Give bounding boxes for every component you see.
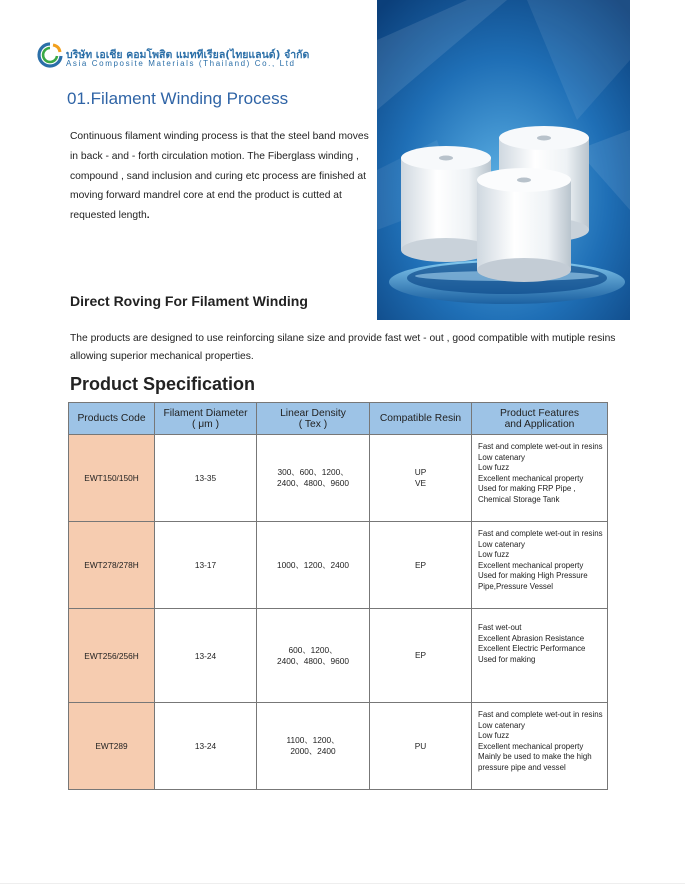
feature-item: Fast and complete wet-out in resins bbox=[478, 442, 603, 451]
page-bottom-divider bbox=[0, 883, 685, 884]
feature-item: Fast and complete wet-out in resins bbox=[478, 529, 603, 538]
filament-winding-title: 01.Filament Winding Process bbox=[67, 89, 289, 108]
feature-item: Excellent Electric Performance bbox=[478, 644, 586, 654]
compatible-resin-cell: EP bbox=[370, 609, 472, 703]
filament-diameter-cell: 13-35 bbox=[155, 435, 257, 522]
header-product-features: Product Features and Application bbox=[472, 403, 608, 435]
linear-density-cell: 1000、1200、2400 bbox=[257, 522, 370, 609]
product-features-cell bbox=[472, 703, 608, 790]
product-specification-table bbox=[68, 402, 608, 790]
product-features-cell bbox=[472, 522, 608, 609]
feature-item: Low fuzz bbox=[478, 731, 510, 741]
compatible-resin-cell: PU bbox=[370, 703, 472, 790]
linear-density-cell: 600、1200、 2400、4800、9600 bbox=[257, 609, 370, 703]
product-code-cell: EWT278/278H bbox=[69, 522, 155, 609]
table-row bbox=[69, 435, 608, 522]
feature-item: Used for making bbox=[478, 654, 536, 664]
header-compatible-resin: Compatible Resin bbox=[370, 403, 472, 435]
feature-item: Mainly be used to make the high bbox=[478, 752, 592, 762]
fiberglass-roving-spools-image bbox=[377, 0, 630, 320]
product-code-cell: EWT150/150H bbox=[69, 435, 155, 522]
table-row bbox=[69, 609, 608, 703]
feature-item: Used for making High Pressure bbox=[478, 571, 588, 581]
table-header-row bbox=[69, 403, 608, 435]
linear-density-cell: 300、600、1200、 2400、4800、9600 bbox=[257, 435, 370, 522]
feature-item: Low fuzz bbox=[478, 463, 510, 473]
header-filament-diameter: Filament Diameter ( μm ) bbox=[155, 403, 257, 435]
feature-item: pressure pipe and vessel bbox=[478, 762, 566, 772]
product-features-cell bbox=[472, 609, 608, 703]
feature-item: Excellent mechanical property bbox=[478, 560, 584, 570]
compatible-resin-cell: UP VE bbox=[370, 435, 472, 522]
linear-density-cell: 1100、1200、 2000、2400 bbox=[257, 703, 370, 790]
feature-item: Low fuzz bbox=[478, 550, 510, 560]
product-code-cell: EWT289 bbox=[69, 703, 155, 790]
filament-winding-text: Continuous filament winding process is that the steel band moves in back - and - forth circulation motion. The Fiberglass winding , compound , sand inclusion and curing etc process are finished at moving forward mandrel core at end the product is cutted at requested length bbox=[70, 131, 369, 222]
company-name-thai: บริษัท เอเชีย คอมโพสิต แมททีเรียล(ไทยแลนด์) จำกัด bbox=[66, 49, 310, 61]
company-name-english: Asia Composite Materials (Thailand) Co., Ltd bbox=[66, 59, 296, 68]
filament-diameter-cell: 13-17 bbox=[155, 522, 257, 609]
table-row bbox=[69, 703, 608, 790]
company-logo bbox=[37, 42, 310, 70]
feature-item: Fast wet-out bbox=[478, 623, 522, 632]
filament-diameter-cell: 13-24 bbox=[155, 609, 257, 703]
product-features-cell bbox=[472, 435, 608, 522]
filament-winding-description bbox=[70, 127, 370, 226]
feature-item: Fast and complete wet-out in resins bbox=[478, 710, 603, 719]
compatible-resin-cell: EP bbox=[370, 522, 472, 609]
product-code-cell: EWT256/256H bbox=[69, 609, 155, 703]
table-row bbox=[69, 522, 608, 609]
feature-item: Used for making FRP Pipe , bbox=[478, 484, 576, 494]
filament-diameter-cell: 13-24 bbox=[155, 703, 257, 790]
filament-winding-text-end: . bbox=[146, 210, 150, 222]
product-specification-title: Product Specification bbox=[70, 374, 256, 394]
direct-roving-description: The products are designed to use reinforcing silane size and provide fast wet - out , good compatible with mutiple resins allowing superior mechanical properties. bbox=[70, 333, 616, 362]
feature-item: Low catenary bbox=[478, 452, 525, 462]
direct-roving-title: Direct Roving For Filament Winding bbox=[70, 293, 308, 309]
feature-item: Excellent mechanical property bbox=[478, 473, 584, 483]
feature-item: Low catenary bbox=[478, 720, 525, 730]
feature-item: Excellent mechanical property bbox=[478, 741, 584, 751]
feature-item: Pipe,Pressure Vessel bbox=[478, 581, 553, 591]
acm-logo-icon bbox=[37, 42, 63, 68]
feature-item: Chemical Storage Tank bbox=[478, 494, 560, 504]
feature-item: Excellent Abrasion Resistance bbox=[478, 633, 585, 643]
header-products-code: Products Code bbox=[69, 403, 155, 435]
header-linear-density: Linear Density ( Tex ) bbox=[257, 403, 370, 435]
feature-item: Low catenary bbox=[478, 539, 525, 549]
